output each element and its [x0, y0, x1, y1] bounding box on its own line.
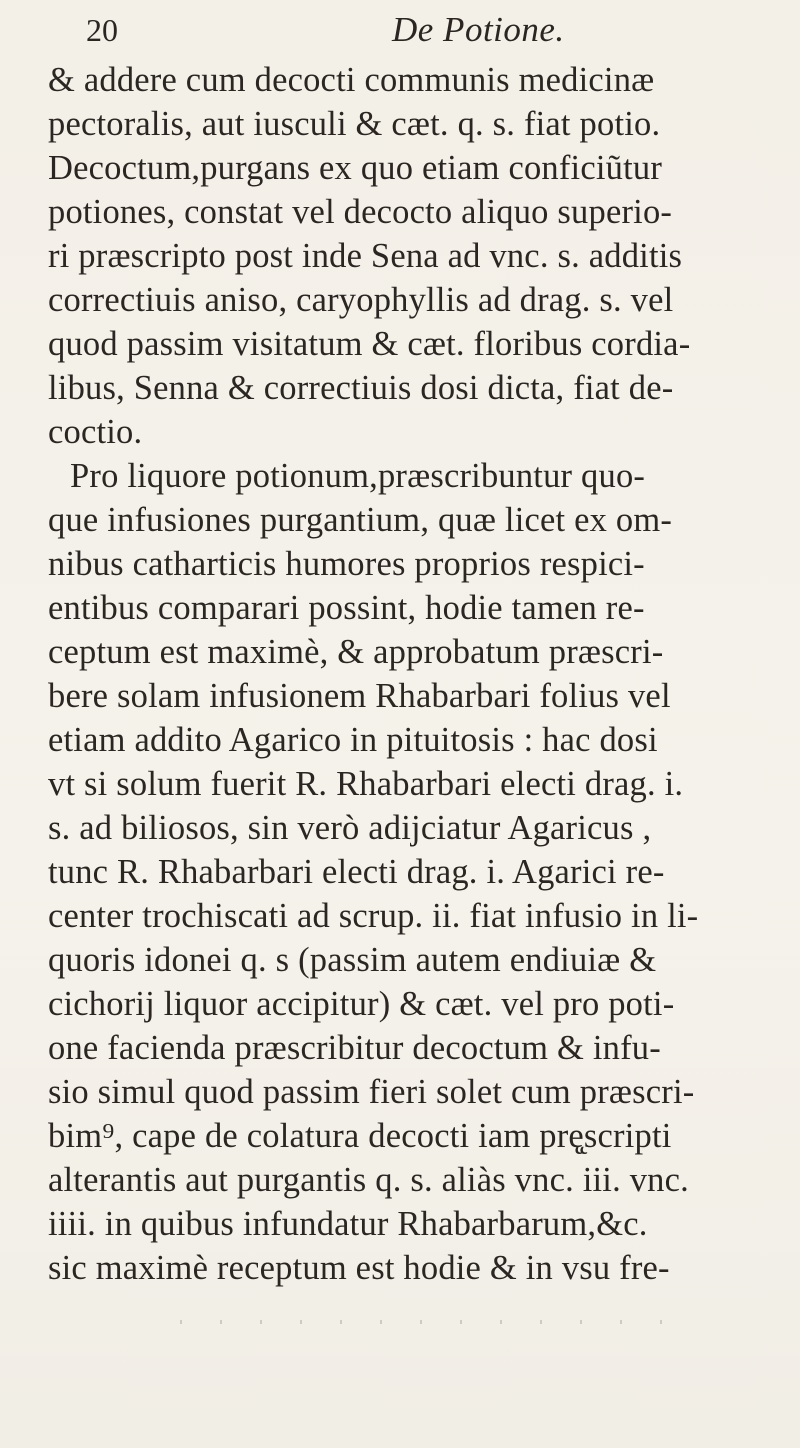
text-line: ri præscripto post inde Sena ad vnc. s. additis [48, 237, 683, 275]
running-head [48, 8, 782, 52]
text-line: s. ad biliosos, sin verò adijciatur Agaricus , [48, 809, 652, 847]
text-line: & addere cum decocti communis medicinæ [48, 61, 655, 99]
text-line: correctiuis aniso, caryophyllis ad drag. s. vel [48, 281, 674, 319]
print-specks [180, 1320, 680, 1324]
text-line: quod passim visitatum & cæt. floribus cordia- [48, 325, 691, 363]
text-line: nibus catharticis humores proprios respici- [48, 545, 645, 583]
text-line: coctio. [48, 413, 143, 451]
text-line: quoris idonei q. s (passim autem endiuiæ & [48, 941, 657, 979]
text-line: cichorij liquor accipitur) & cæt. vel pro poti- [48, 985, 675, 1023]
text-line: sic maximè receptum est hodie & in vsu fre- [48, 1249, 670, 1287]
running-title: De Potione. [392, 10, 565, 49]
text-line: potiones, constat vel decocto aliquo superio- [48, 193, 673, 231]
text-line: libus, Senna & correctiuis dosi dicta, fiat de- [48, 369, 674, 407]
text-line: vt si solum fuerit R. Rhabarbari electi drag. i. [48, 765, 684, 803]
text-block [48, 58, 782, 1290]
text-line: iiii. in quibus infundatur Rhabarbarum,&c. [48, 1205, 648, 1243]
text-line: entibus comparari possint, hodie tamen re- [48, 589, 645, 627]
text-line-paragraph-start: Pro liquore potionum,præscribuntur quo- [70, 457, 646, 495]
text-line: sio simul quod passim fieri solet cum præscri- [48, 1073, 695, 1111]
text-line: one facienda præscribitur decoctum & infu- [48, 1029, 661, 1067]
text-line: center trochiscati ad scrup. ii. fiat infusio in li- [48, 897, 699, 935]
text-line: ceptum est maximè, & approbatum præscri- [48, 633, 664, 671]
text-line: Decoctum,purgans ex quo etiam conficiũtur [48, 149, 663, 187]
text-line: etiam addito Agarico in pituitosis : hac dosi [48, 721, 658, 759]
text-line: alterantis aut purgantis q. s. aliàs vnc. iii. vnc. [48, 1161, 689, 1199]
text-line: bim⁹, cape de colatura decocti iam prę̨scripti [48, 1117, 672, 1155]
text-line: pectoralis, aut iusculi & cæt. q. s. fiat potio. [48, 105, 661, 143]
text-line: tunc R. Rhabarbari electi drag. i. Agarici re- [48, 853, 665, 891]
page-number: 20 [86, 12, 118, 48]
text-line: que infusiones purgantium, quæ licet ex om- [48, 501, 673, 539]
text-line: bere solam infusionem Rhabarbari folius vel [48, 677, 671, 715]
